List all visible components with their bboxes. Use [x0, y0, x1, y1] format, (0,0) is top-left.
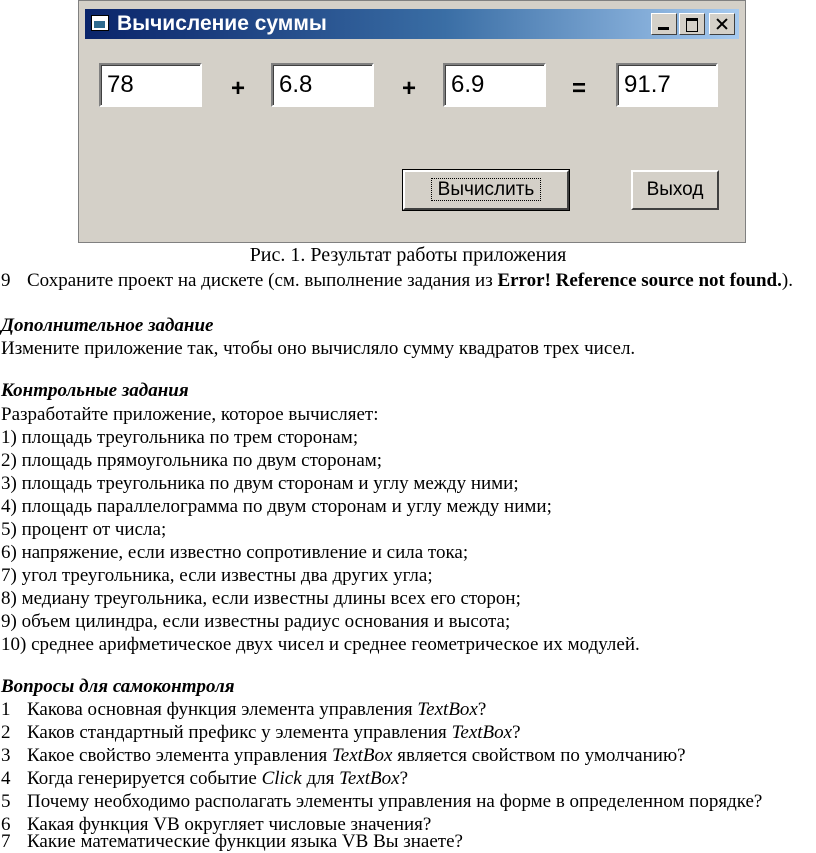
- question-term: TextBox: [339, 768, 400, 789]
- question-number: 7: [1, 831, 11, 852]
- number2-input[interactable]: 6.8: [271, 63, 374, 107]
- question-text-end: ?: [477, 699, 487, 720]
- question-text-end: ?: [512, 722, 521, 743]
- exit-button[interactable]: Выход: [631, 170, 719, 210]
- plus-sign-1: +: [231, 75, 246, 102]
- calculate-button-label: Вычислить: [431, 178, 542, 201]
- question-text: Почему необходимо располагать элементы управления на форме в определенном порядке?: [27, 791, 763, 812]
- question-term: TextBox: [451, 722, 513, 743]
- extra-task-heading: Дополнительное задание: [1, 315, 214, 336]
- step-text: Сохраните проект на дискете (см. выполнение задания из: [27, 270, 498, 291]
- list-item: 9) объем цилиндра, если известны радиус основания и высота;: [1, 611, 511, 632]
- question-number: 2: [1, 722, 11, 743]
- extra-task-text: Измените приложение так, чтобы оно вычисляло сумму квадратов трех чисел.: [1, 338, 636, 359]
- reference-error: Error! Reference source not found.: [497, 270, 782, 291]
- question-5: [1, 791, 762, 813]
- window-title: Вычисление суммы: [117, 12, 327, 35]
- step-9: [1, 270, 793, 292]
- list-item: 3) площадь треугольника по двум сторонам и углу между ними;: [1, 473, 519, 494]
- result-field[interactable]: 91.7: [616, 63, 718, 107]
- question-7: [1, 831, 463, 853]
- question-3: [1, 745, 686, 767]
- list-item: 5) процент от числа;: [1, 519, 167, 540]
- question-number: 6: [1, 814, 11, 835]
- close-icon[interactable]: [709, 13, 735, 35]
- question-text: для: [301, 768, 340, 789]
- list-item: 4) площадь параллелограмма по двум сторонам и углу между ними;: [1, 496, 552, 517]
- list-item: 10) среднее арифметическое двух чисел и среднее геометрическое их модулей.: [1, 634, 640, 655]
- number3-input[interactable]: 6.9: [443, 63, 546, 107]
- calculate-button[interactable]: [403, 170, 569, 210]
- list-item: 8) медиану треугольника, если известны длины всех его сторон;: [1, 588, 521, 609]
- list-item: 2) площадь прямоугольника по двум сторонам;: [1, 450, 383, 471]
- app-icon: [91, 15, 109, 31]
- question-text: Какое свойство элемента управления: [27, 745, 332, 766]
- question-text-end: ?: [399, 768, 409, 789]
- question-term: TextBox: [417, 699, 478, 720]
- question-text: Когда генерируется событие: [27, 768, 262, 789]
- list-item: 7) угол треугольника, если известны два других угла;: [1, 565, 433, 586]
- question-number: 3: [1, 745, 11, 766]
- question-text: Какова основная функция элемента управления: [27, 699, 418, 720]
- plus-sign-2: +: [402, 75, 417, 102]
- figure-caption: Рис. 1. Результат работы приложения: [249, 244, 567, 266]
- title-bar[interactable]: [85, 9, 739, 39]
- question-number: 4: [1, 768, 11, 789]
- question-number: 1: [1, 699, 11, 720]
- app-window: [78, 0, 746, 243]
- question-term: Click: [261, 768, 302, 789]
- number1-input[interactable]: 78: [99, 63, 202, 107]
- question-1: [1, 699, 486, 721]
- step-number: 9: [1, 270, 11, 291]
- control-tasks-heading: Контрольные задания: [1, 380, 189, 401]
- question-4: [1, 768, 408, 790]
- minimize-icon[interactable]: [651, 13, 677, 35]
- question-2: [1, 722, 521, 744]
- question-number: 5: [1, 791, 11, 812]
- question-text: Какая функция VB округляет числовые значения?: [27, 814, 432, 835]
- control-tasks-intro: Разработайте приложение, которое вычисляет:: [1, 404, 379, 425]
- list-item: 6) напряжение, если известно сопротивление и сила тока;: [1, 542, 469, 563]
- maximize-icon[interactable]: [679, 13, 705, 35]
- list-item: 1) площадь треугольника по трем сторонам;: [1, 427, 359, 448]
- questions-heading: Вопросы для самоконтроля: [1, 676, 235, 697]
- question-term: TextBox: [331, 745, 393, 766]
- question-text: Какие математические функции языка VB Вы знаете?: [27, 831, 463, 852]
- equals-sign: =: [572, 75, 587, 102]
- step-text-end: ).: [781, 270, 793, 291]
- question-text-end: является свойством по умолчанию?: [392, 745, 686, 766]
- question-text: Каков стандартный префикс у элемента управления: [27, 722, 452, 743]
